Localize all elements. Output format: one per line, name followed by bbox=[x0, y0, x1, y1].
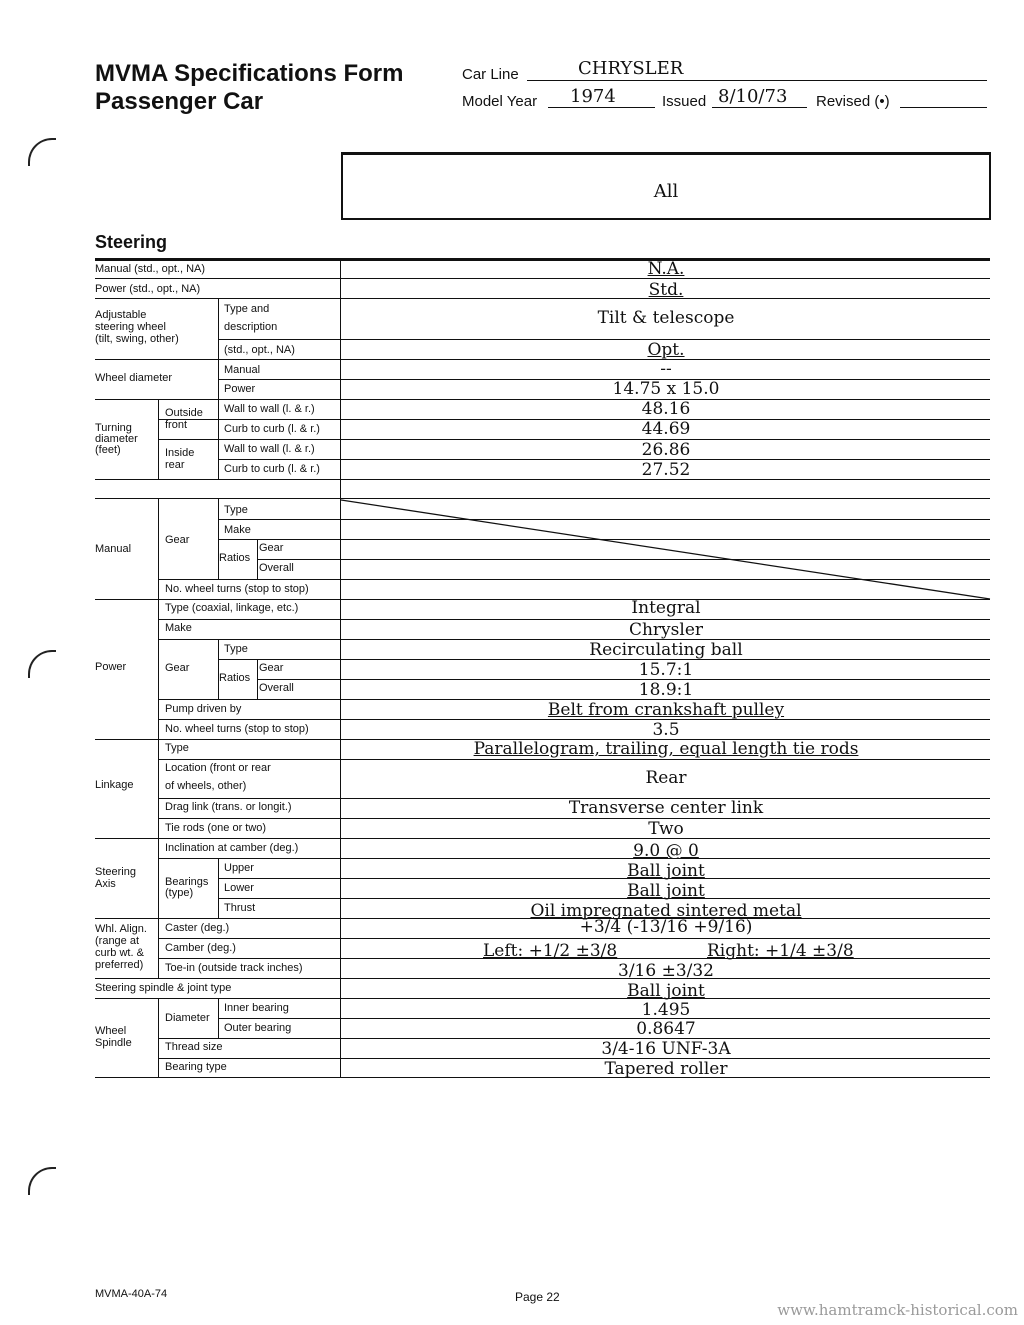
value-linkage-type: Parallelogram, trailing, equal length tie rods bbox=[473, 739, 859, 759]
issued-label: Issued bbox=[662, 93, 707, 110]
issued-underline bbox=[712, 107, 807, 108]
car-line-value: CHRYSLER bbox=[578, 58, 684, 79]
model-box bbox=[341, 152, 991, 220]
value-outer-bearing: 0.8647 bbox=[636, 1019, 696, 1039]
table-rule bbox=[218, 998, 219, 1038]
value-bearing-type: Tapered roller bbox=[604, 1059, 728, 1079]
value-manual-std: N.A. bbox=[647, 259, 685, 279]
table-rule bbox=[158, 938, 990, 939]
value-power-type: Integral bbox=[631, 598, 701, 618]
label-manual-ratios: Ratios bbox=[219, 552, 251, 564]
label-manual-type: Type bbox=[224, 504, 248, 516]
value-tie-rods: Two bbox=[648, 819, 684, 839]
label-manual-gear: Gear bbox=[165, 534, 190, 546]
label-wheel-spindle-1: Wheel bbox=[95, 1025, 127, 1037]
not-applicable-strike bbox=[341, 499, 991, 600]
label-std-opt-na: (std., opt., NA) bbox=[224, 344, 295, 356]
label-whl-align-2: (range at bbox=[95, 935, 140, 947]
label-linkage-type: Type bbox=[165, 742, 189, 754]
value-camber-right: Right: +1/4 ±3/8 bbox=[707, 941, 854, 961]
label-rear: rear bbox=[165, 459, 185, 471]
label-whl-align-1: Whl. Align. bbox=[95, 923, 147, 935]
value-pump-driven: Belt from crankshaft pulley bbox=[547, 700, 785, 720]
label-manual-make: Make bbox=[224, 524, 251, 536]
label-adjustable-2: steering wheel bbox=[95, 321, 166, 333]
label-drag-link: Drag link (trans. or longit.) bbox=[165, 801, 292, 813]
value-inclination: 9.0 @ 0 bbox=[633, 841, 699, 861]
label-thread-size: Thread size bbox=[165, 1041, 223, 1053]
label-power-ratios: Ratios bbox=[219, 672, 251, 684]
label-turning-1: Turning bbox=[95, 422, 132, 434]
value-wd-manual: -- bbox=[660, 359, 672, 379]
punch-hole-mark bbox=[28, 650, 56, 678]
table-rule bbox=[158, 759, 990, 760]
label-lower: Lower bbox=[224, 882, 254, 894]
revised-underline bbox=[900, 107, 987, 108]
label-toe-in: Toe-in (outside track inches) bbox=[165, 962, 303, 974]
table-rule bbox=[158, 399, 159, 479]
issued-value: 8/10/73 bbox=[718, 86, 788, 107]
value-power-gear-ratio: 15.7:1 bbox=[638, 660, 694, 680]
value-drag-link: Transverse center link bbox=[568, 798, 764, 818]
label-outside: Outside bbox=[165, 407, 203, 419]
label-whl-align-3: curb wt. & bbox=[95, 947, 144, 959]
label-inside-curb: Curb to curb (l. & r.) bbox=[224, 463, 320, 475]
value-power-std: Std. bbox=[648, 280, 684, 300]
label-location-1: Location (front or rear bbox=[165, 762, 271, 774]
value-inside-curb: 27.52 bbox=[641, 460, 691, 480]
label-thrust: Thrust bbox=[224, 902, 256, 914]
value-wd-power: 14.75 x 15.0 bbox=[612, 379, 720, 399]
value-power-gear-type: Recirculating ball bbox=[589, 640, 743, 660]
label-power-group: Power bbox=[95, 661, 127, 673]
label-description: description bbox=[224, 321, 278, 333]
value-bearing-upper: Ball joint bbox=[627, 861, 705, 881]
punch-hole-mark bbox=[28, 138, 56, 166]
table-rule bbox=[158, 599, 159, 739]
label-spindle-joint: Steering spindle & joint type bbox=[95, 982, 232, 994]
table-rule bbox=[158, 739, 159, 838]
label-manual-ratio-gear: Gear bbox=[259, 542, 284, 554]
form-code: MVMA-40A-74 bbox=[95, 1288, 168, 1300]
label-tie-rods: Tie rods (one or two) bbox=[165, 822, 267, 834]
watermark: www.hamtramck-historical.com bbox=[777, 1301, 1018, 1319]
value-power-wheel-turns: 3.5 bbox=[652, 720, 680, 740]
car-line-underline bbox=[527, 80, 987, 81]
table-rule bbox=[257, 539, 258, 579]
value-outside-wall: 48.16 bbox=[641, 399, 691, 419]
table-rule bbox=[158, 499, 159, 599]
label-power-ratio-overall: Overall bbox=[259, 682, 294, 694]
label-outside-curb: Curb to curb (l. & r.) bbox=[224, 423, 320, 435]
label-steering-axis-1: Steering bbox=[95, 866, 136, 878]
strike-line bbox=[341, 500, 990, 599]
label-manual-std: Manual (std., opt., NA) bbox=[95, 263, 206, 275]
value-power-make: Chrysler bbox=[628, 620, 704, 640]
label-power-gear: Gear bbox=[165, 662, 190, 674]
table-rule bbox=[218, 399, 219, 479]
label-bearing-type: Bearing type bbox=[165, 1061, 227, 1073]
punch-hole-mark bbox=[28, 1167, 56, 1195]
value-linkage-location: Rear bbox=[645, 768, 687, 788]
value-spindle-joint: Ball joint bbox=[627, 981, 705, 1001]
value-bearing-lower: Ball joint bbox=[627, 881, 705, 901]
label-bearings-1: Bearings bbox=[165, 876, 209, 888]
label-turning-3: (feet) bbox=[95, 444, 121, 456]
table-rule bbox=[158, 998, 159, 1077]
value-inside-wall: 26.86 bbox=[641, 440, 691, 460]
value-toe-in: 3/16 ±3/32 bbox=[618, 961, 714, 981]
model-year-value: 1974 bbox=[570, 86, 616, 107]
label-manual-ratio-overall: Overall bbox=[259, 562, 294, 574]
label-steering-axis-2: Axis bbox=[95, 878, 116, 890]
label-wheel-diameter: Wheel diameter bbox=[95, 372, 173, 384]
table-rule bbox=[218, 639, 219, 699]
model-year-label: Model Year bbox=[462, 93, 538, 110]
car-line-label: Car Line bbox=[462, 66, 519, 83]
table-rule bbox=[158, 838, 159, 918]
label-bearings-2: (type) bbox=[165, 887, 194, 899]
table-rule bbox=[218, 499, 219, 579]
table-rule bbox=[218, 858, 219, 918]
label-inner-bearing: Inner bearing bbox=[224, 1002, 289, 1014]
value-adjustable-type: Tilt & telescope bbox=[597, 308, 735, 328]
value-caster: +3/4 (-13/16 +9/16) bbox=[579, 917, 753, 937]
label-power-ratio-gear: Gear bbox=[259, 662, 284, 674]
label-power-type: Type (coaxial, linkage, etc.) bbox=[165, 602, 299, 614]
label-power-wheel-turns: No. wheel turns (stop to stop) bbox=[165, 723, 309, 735]
label-camber: Camber (deg.) bbox=[165, 942, 236, 954]
label-linkage: Linkage bbox=[95, 779, 134, 791]
table-rule bbox=[158, 918, 159, 978]
label-inside-wall: Wall to wall (l. & r.) bbox=[224, 443, 315, 455]
label-whl-align-4: preferred) bbox=[95, 959, 144, 971]
value-bearing-thrust: Oil impregnated sintered metal bbox=[530, 901, 802, 921]
label-adjustable-1: Adjustable bbox=[95, 309, 147, 321]
revised-label: Revised (•) bbox=[816, 93, 890, 110]
value-outside-curb: 44.69 bbox=[641, 419, 691, 439]
form-subtitle: Passenger Car bbox=[95, 88, 264, 115]
value-adjustable-std: Opt. bbox=[647, 340, 685, 360]
label-adjustable-3: (tilt, swing, other) bbox=[95, 333, 179, 345]
label-outside-wall: Wall to wall (l. & r.) bbox=[224, 403, 315, 415]
form-title: MVMA Specifications Form bbox=[95, 60, 404, 87]
label-diameter: Diameter bbox=[165, 1012, 210, 1024]
value-inner-bearing: 1.495 bbox=[641, 1000, 691, 1020]
label-turning-2: diameter bbox=[95, 433, 138, 445]
label-wd-power: Power bbox=[224, 383, 256, 395]
label-location-2: of wheels, other) bbox=[165, 780, 247, 792]
table-rule bbox=[257, 659, 258, 699]
label-front: front bbox=[165, 419, 188, 431]
value-power-overall-ratio: 18.9:1 bbox=[638, 680, 694, 700]
label-manual-wheel-turns: No. wheel turns (stop to stop) bbox=[165, 583, 309, 595]
label-caster: Caster (deg.) bbox=[165, 922, 230, 934]
label-power-std: Power (std., opt., NA) bbox=[95, 283, 201, 295]
label-manual-group: Manual bbox=[95, 543, 132, 555]
model-year-underline bbox=[548, 107, 655, 108]
label-upper: Upper bbox=[224, 862, 254, 874]
label-inside: Inside bbox=[165, 447, 195, 459]
label-wd-manual: Manual bbox=[224, 364, 261, 376]
label-outer-bearing: Outer bearing bbox=[224, 1022, 292, 1034]
value-camber-left: Left: +1/2 ±3/8 bbox=[483, 941, 618, 961]
model-box-value: All bbox=[653, 181, 679, 202]
table-rule bbox=[340, 258, 341, 1077]
label-power-make: Make bbox=[165, 622, 192, 634]
value-thread-size: 3/4-16 UNF-3A bbox=[601, 1039, 731, 1059]
label-wheel-spindle-2: Spindle bbox=[95, 1037, 132, 1049]
page-number: Page 22 bbox=[515, 1290, 560, 1304]
label-inclination: Inclination at camber (deg.) bbox=[165, 842, 299, 854]
label-type-and: Type and bbox=[224, 303, 270, 315]
section-title: Steering bbox=[95, 232, 168, 252]
label-power-gear-type: Type bbox=[224, 643, 248, 655]
label-pump-driven: Pump driven by bbox=[165, 703, 242, 715]
table-rule bbox=[218, 298, 219, 399]
